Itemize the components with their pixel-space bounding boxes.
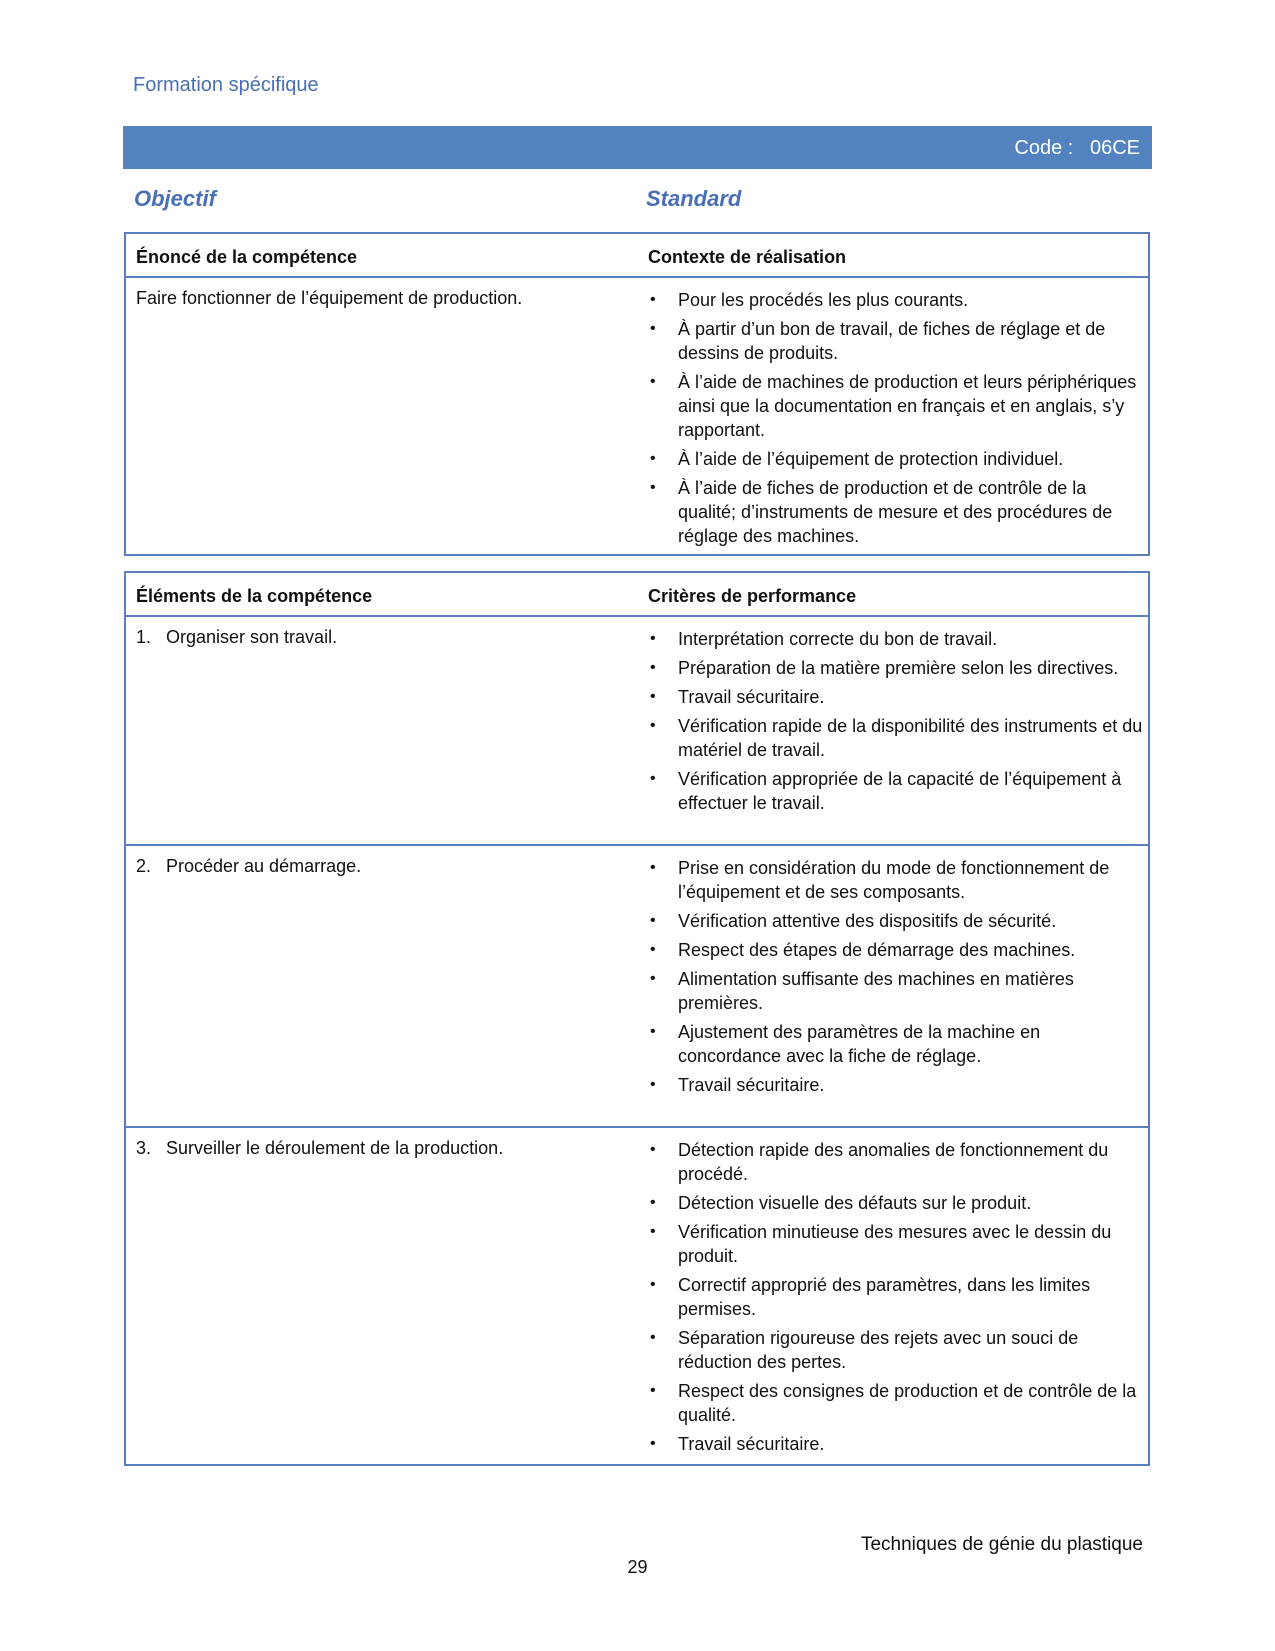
list-item: • Travail sécuritaire. bbox=[650, 687, 825, 707]
list-item: • Vérification minutieuse des mesures avec le dessin du produit. bbox=[650, 1222, 1112, 1266]
list-item: • Détection rapide des anomalies de fonctionnement du procédé. bbox=[650, 1140, 1109, 1184]
section-heading-objective: Objectif bbox=[134, 186, 216, 211]
bullet-icon: • bbox=[650, 1141, 656, 1158]
context-list bbox=[648, 288, 1143, 553]
criteria-list bbox=[648, 856, 1143, 1102]
bullet-icon: • bbox=[650, 688, 656, 705]
bullet-icon: • bbox=[650, 1223, 656, 1240]
list-item: • À partir d’un bon de travail, de fiches de réglage et de dessins de produits. bbox=[650, 319, 1106, 363]
bullet-icon: • bbox=[650, 717, 656, 734]
footer-program-name: Techniques de génie du plastique bbox=[860, 1534, 1143, 1555]
page-header-title: Formation spécifique bbox=[133, 74, 319, 96]
list-item: • À l’aide de l’équipement de protection individuel. bbox=[650, 449, 1064, 469]
element-item: 3. Surveiller le déroulement de la production. bbox=[136, 1138, 504, 1158]
elements-header: Éléments de la compétence bbox=[136, 586, 373, 606]
list-item: • Vérification rapide de la disponibilité des instruments et du matériel de travail. bbox=[650, 716, 1143, 760]
table-row bbox=[126, 846, 1148, 1128]
criteria-header: Critères de performance bbox=[648, 586, 857, 606]
list-item: • À l’aide de fiches de production et de contrôle de la qualité; d’instruments de mesure et des procédures de réglage des machines. bbox=[650, 478, 1113, 546]
table-row bbox=[126, 617, 1148, 846]
bullet-icon: • bbox=[650, 630, 656, 647]
context-header: Contexte de réalisation bbox=[648, 247, 847, 267]
list-item: • Alimentation suffisante des machines en matières premières. bbox=[650, 969, 1074, 1013]
element-item: 2. Procéder au démarrage. bbox=[136, 856, 362, 876]
bullet-icon: • bbox=[650, 770, 656, 787]
section-heading-standard: Standard bbox=[646, 186, 742, 211]
list-item: • Respect des consignes de production et de contrôle de la qualité. bbox=[650, 1381, 1137, 1425]
competency-code: Code : 06CE bbox=[1014, 137, 1140, 159]
list-item: • Préparation de la matière première selon les directives. bbox=[650, 658, 1119, 678]
elements-table bbox=[124, 571, 1150, 1466]
competency-statement: Faire fonctionner de l’équipement de production. bbox=[136, 288, 523, 308]
elements-table-header bbox=[126, 573, 1148, 617]
bullet-icon: • bbox=[650, 1435, 656, 1452]
criteria-list bbox=[648, 1138, 1143, 1461]
list-item: • Prise en considération du mode de fonctionnement de l’équipement et de ses composants. bbox=[650, 858, 1110, 902]
list-item: • Ajustement des paramètres de la machine en concordance avec la fiche de réglage. bbox=[650, 1022, 1041, 1066]
bullet-icon: • bbox=[650, 970, 656, 987]
bullet-icon: • bbox=[650, 912, 656, 929]
table-row bbox=[126, 1128, 1148, 1464]
bullet-icon: • bbox=[650, 1194, 656, 1211]
list-item: • Travail sécuritaire. bbox=[650, 1434, 825, 1454]
bullet-icon: • bbox=[650, 659, 656, 676]
bullet-icon: • bbox=[650, 1329, 656, 1346]
bullet-icon: • bbox=[650, 941, 656, 958]
objective-table bbox=[124, 232, 1150, 556]
bullet-icon: • bbox=[650, 1023, 656, 1040]
criteria-list bbox=[648, 627, 1143, 820]
list-item: • Vérification attentive des dispositifs de sécurité. bbox=[650, 911, 1057, 931]
objective-table-body bbox=[126, 278, 1148, 554]
objective-table-header bbox=[126, 234, 1148, 278]
list-item: • Respect des étapes de démarrage des machines. bbox=[650, 940, 1076, 960]
bullet-icon: • bbox=[650, 320, 656, 337]
bullet-icon: • bbox=[650, 291, 656, 308]
list-item: • Séparation rigoureuse des rejets avec un souci de réduction des pertes. bbox=[650, 1328, 1079, 1372]
bullet-icon: • bbox=[650, 1076, 656, 1093]
list-item: • À l’aide de machines de production et leurs périphériques ainsi que la documentation en français et en anglais, s’y rapportant. bbox=[650, 372, 1137, 440]
statement-header: Énoncé de la compétence bbox=[136, 247, 358, 267]
code-bar bbox=[123, 126, 1152, 169]
bullet-icon: • bbox=[650, 450, 656, 467]
list-item: • Détection visuelle des défauts sur le produit. bbox=[650, 1193, 1032, 1213]
list-item: • Travail sécuritaire. bbox=[650, 1075, 825, 1095]
bullet-icon: • bbox=[650, 1382, 656, 1399]
bullet-icon: • bbox=[650, 373, 656, 390]
bullet-icon: • bbox=[650, 859, 656, 876]
list-item: • Vérification appropriée de la capacité de l’équipement à effectuer le travail. bbox=[650, 769, 1122, 813]
element-item: 1. Organiser son travail. bbox=[136, 627, 338, 647]
list-item: • Pour les procédés les plus courants. bbox=[650, 290, 969, 310]
list-item: • Interprétation correcte du bon de travail. bbox=[650, 629, 998, 649]
list-item: • Correctif approprié des paramètres, dans les limites permises. bbox=[650, 1275, 1091, 1319]
bullet-icon: • bbox=[650, 1276, 656, 1293]
page-number: 29 bbox=[627, 1557, 648, 1577]
bullet-icon: • bbox=[650, 479, 656, 496]
